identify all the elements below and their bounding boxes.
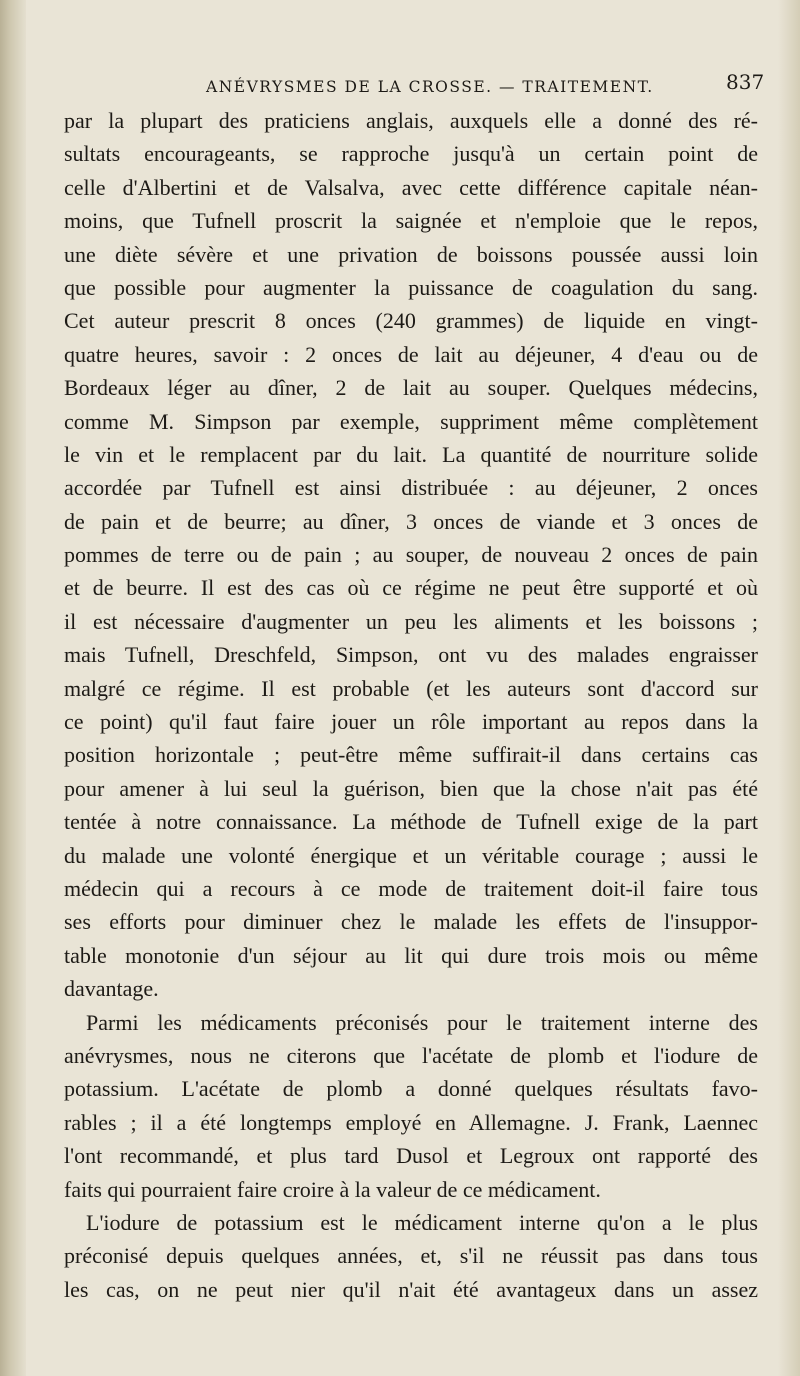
text-line: médecin qui a recours à ce mode de traitement doit-il faire tous <box>64 875 758 901</box>
text-line: pour amener à lui seul la guérison, bien que la chose n'ait pas été <box>64 775 758 801</box>
text-line: malgré ce régime. Il est probable (et les auteurs sont d'accord sur <box>64 675 758 701</box>
text-line: ses efforts pour diminuer chez le malade les effets de l'insuppor- <box>64 909 758 935</box>
text-line: L'iodure de potassium est le médicament interne qu'on a le plus <box>86 1209 758 1235</box>
text-line: sultats encourageants, se rapproche jusqu'à un certain point de <box>64 141 758 167</box>
text-line: du malade une volonté énergique et un véritable courage ; aussi le <box>64 842 758 868</box>
text-line: l'ont recommandé, et plus tard Dusol et Legroux ont rapporté des <box>64 1143 758 1169</box>
text-line: les cas, on ne peut nier qu'il n'ait été avantageux dans un assez <box>64 1276 758 1302</box>
text-line: moins, que Tufnell proscrit la saignée et n'emploie que le repos, <box>64 208 758 234</box>
text-line: comme M. Simpson par exemple, suppriment même complètement <box>64 408 758 434</box>
text-line: faits qui pourraient faire croire à la valeur de ce médicament. <box>64 1176 601 1202</box>
text-line: par la plupart des praticiens anglais, auxquels elle a donné des ré- <box>64 108 758 133</box>
text-line: quatre heures, savoir : 2 onces de lait au déjeuner, 4 d'eau ou de <box>64 341 758 367</box>
text-line: table monotonie d'un séjour au lit qui dure trois mois ou même <box>64 942 758 968</box>
text-line: et de beurre. Il est des cas où ce régime ne peut être supporté et où <box>64 575 758 601</box>
text-line: Cet auteur prescrit 8 onces (240 grammes) de liquide en vingt- <box>64 308 758 334</box>
running-head-title: ANÉVRYSMES DE LA CROSSE. — TRAITEMENT. <box>206 78 654 96</box>
text-line: rables ; il a été longtemps employé en Allemagne. J. Frank, Laennec <box>64 1109 758 1135</box>
page-edge-shadow <box>778 0 800 1376</box>
text-line: ce point) qu'il faut faire jouer un rôle important au repos dans la <box>64 709 758 735</box>
text-line: pommes de terre ou de pain ; au souper, de nouveau 2 onces de pain <box>64 542 758 568</box>
text-line: accordée par Tufnell est ainsi distribuée : au déjeuner, 2 onces <box>64 475 758 501</box>
text-line: une diète sévère et une privation de boissons poussée aussi loin <box>64 241 758 267</box>
text-line: Parmi les médicaments préconisés pour le traitement interne des <box>86 1009 758 1035</box>
body-text <box>64 104 758 1306</box>
text-line: préconisé depuis quelques années, et, s'il ne réussit pas dans tous <box>64 1243 758 1269</box>
text-line: tentée à notre connaissance. La méthode de Tufnell exige de la part <box>64 809 758 835</box>
text-line: potassium. L'acétate de plomb a donné quelques résultats favo- <box>64 1076 758 1102</box>
text-line: le vin et le remplacent par du lait. La quantité de nourriture solide <box>64 441 758 467</box>
text-line: de pain et de beurre; au dîner, 3 onces de viande et 3 onces de <box>64 508 758 534</box>
text-line: anévrysmes, nous ne citerons que l'acétate de plomb et l'iodure de <box>64 1042 758 1068</box>
text-line: que possible pour augmenter la puissance de coagulation du sang. <box>64 274 758 300</box>
text-line: il est nécessaire d'augmenter un peu les aliments et les boissons ; <box>64 608 758 634</box>
text-line: Bordeaux léger au dîner, 2 de lait au souper. Quelques médecins, <box>64 375 758 401</box>
page-gutter-shadow <box>0 0 26 1376</box>
page-number: 837 <box>726 70 765 94</box>
text-line: position horizontale ; peut-être même suffirait-il dans certains cas <box>64 742 758 768</box>
text-line: davantage. <box>64 976 159 1002</box>
text-line: celle d'Albertini et de Valsalva, avec cette différence capitale néan- <box>64 174 758 200</box>
text-line: mais Tufnell, Dreschfeld, Simpson, ont vu des malades engraisser <box>64 642 758 668</box>
